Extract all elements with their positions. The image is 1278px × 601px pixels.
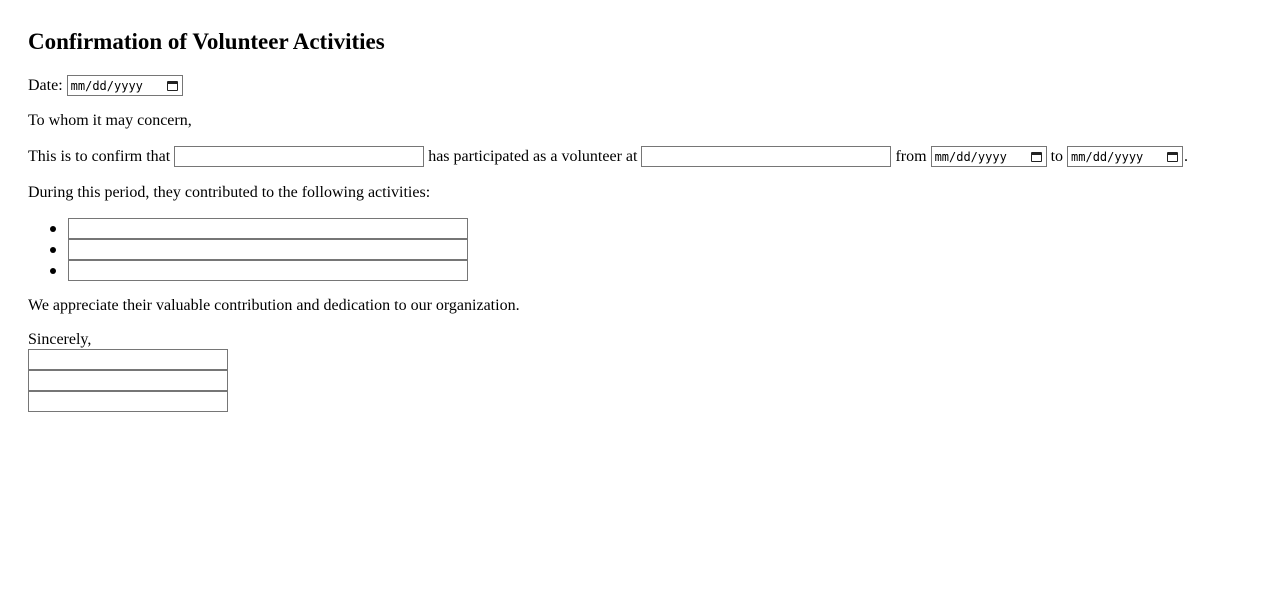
- date-placeholder: mm/dd/yyyy: [70, 78, 143, 93]
- activity-input-2[interactable]: [68, 239, 468, 260]
- bullet-icon: [50, 247, 56, 253]
- activities-intro: During this period, they contributed to the following activities:: [28, 184, 431, 201]
- signature-input-2[interactable]: [28, 370, 228, 391]
- salutation: To whom it may concern,: [28, 112, 192, 129]
- date-row: [28, 75, 187, 96]
- activities-list: [28, 218, 468, 281]
- appreciation-text: We appreciate their valuable contribution and dedication to our organization.: [28, 297, 520, 314]
- page-title: Confirmation of Volunteer Activities: [28, 29, 385, 54]
- calendar-icon[interactable]: [1167, 152, 1178, 162]
- signature-input-3[interactable]: [28, 391, 228, 412]
- signature-input-1[interactable]: [28, 349, 228, 370]
- activity-input-3[interactable]: [68, 260, 468, 281]
- list-item: [28, 218, 468, 239]
- list-item: [28, 260, 468, 281]
- to-label: to: [1050, 147, 1064, 165]
- confirmation-sentence: [28, 146, 1188, 167]
- bullet-icon: [50, 226, 56, 232]
- bullet-icon: [50, 268, 56, 274]
- letter-date-input[interactable]: [67, 75, 183, 96]
- activity-input-1[interactable]: [68, 218, 468, 239]
- closing-text: Sincerely,: [28, 331, 92, 348]
- sentence-end: .: [1184, 147, 1189, 165]
- signature-block: [28, 349, 228, 412]
- date-label: Date:: [28, 76, 63, 94]
- calendar-icon[interactable]: [1031, 152, 1042, 162]
- list-item: [28, 239, 468, 260]
- calendar-icon[interactable]: [167, 81, 178, 91]
- organization-name-input[interactable]: [641, 146, 891, 167]
- confirm-middle: has participated as a volunteer at: [428, 147, 638, 165]
- end-date-placeholder: mm/dd/yyyy: [1071, 149, 1144, 164]
- start-date-input[interactable]: [931, 146, 1047, 167]
- start-date-placeholder: mm/dd/yyyy: [934, 149, 1007, 164]
- volunteer-name-input[interactable]: [174, 146, 424, 167]
- from-label: from: [895, 147, 927, 165]
- end-date-input[interactable]: [1067, 146, 1183, 167]
- confirm-prefix: This is to confirm that: [28, 147, 171, 165]
